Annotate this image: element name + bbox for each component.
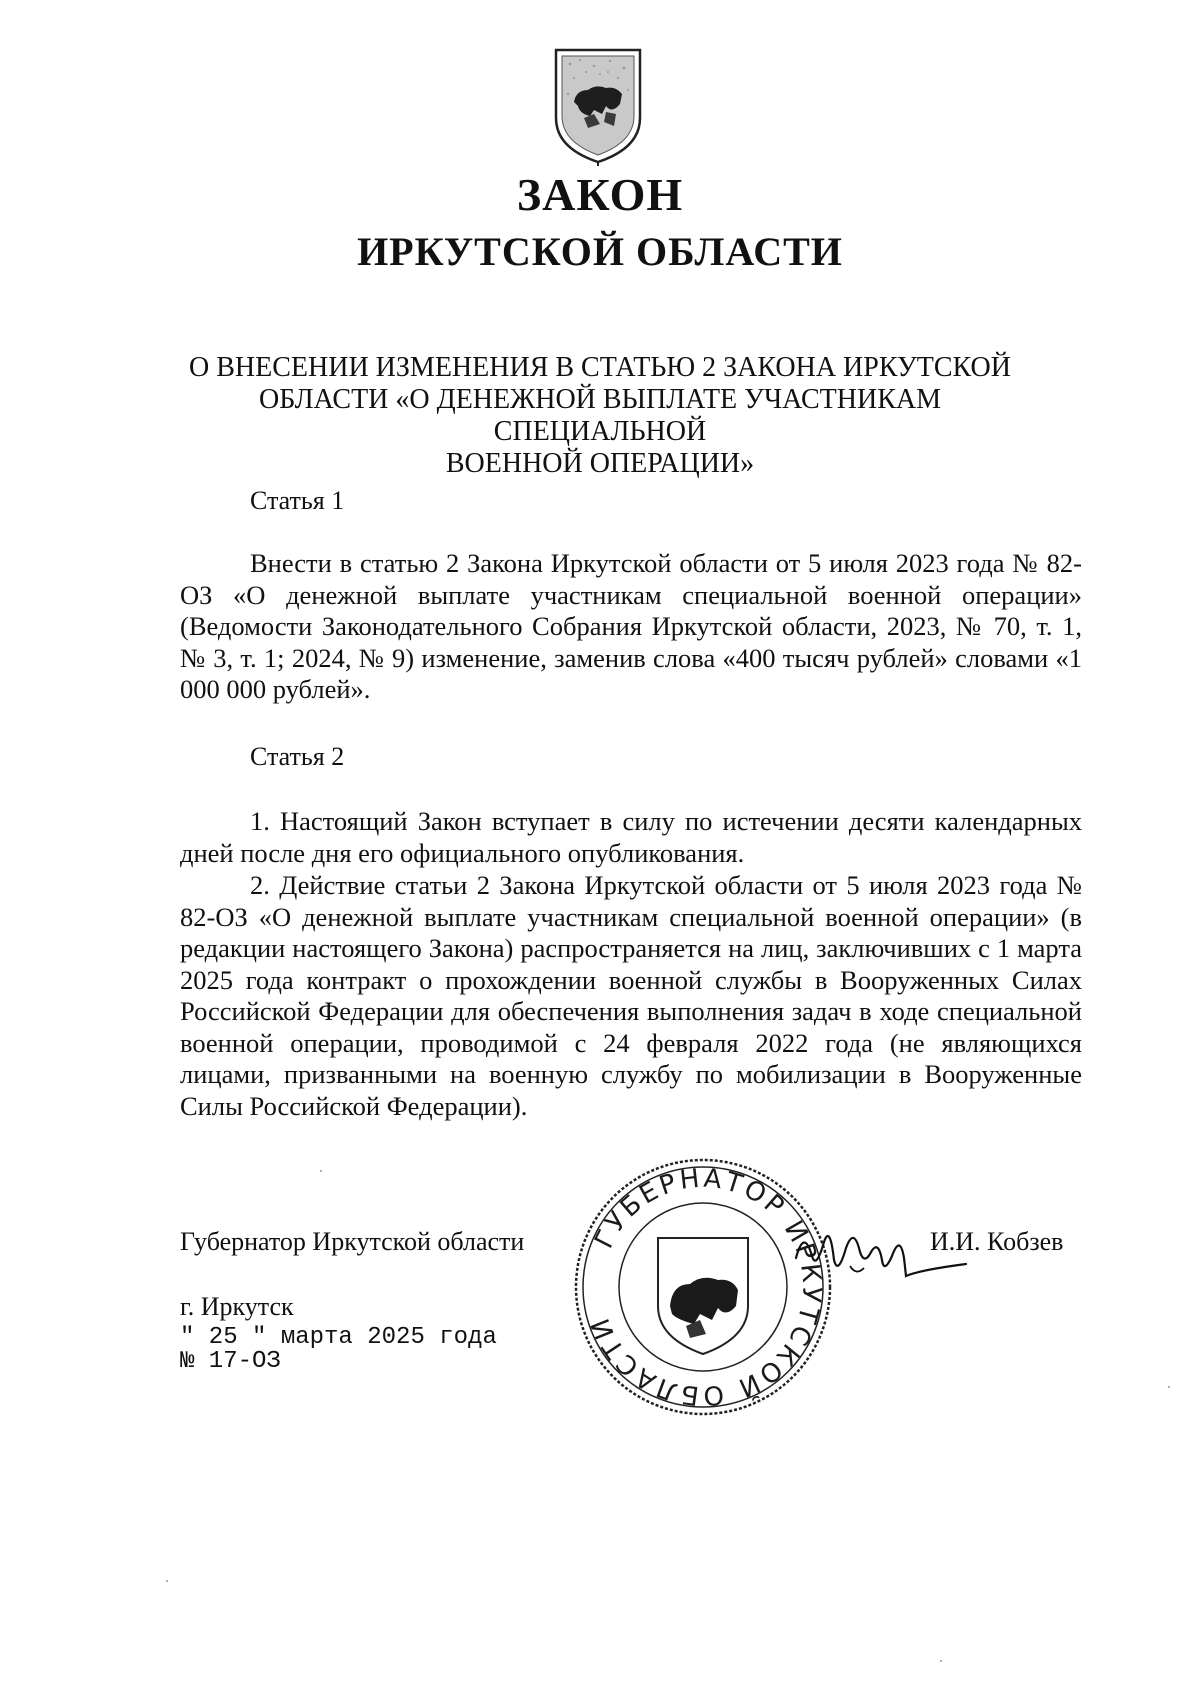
scan-speck [166, 1580, 168, 1582]
article-1-heading: Статья 1 [250, 486, 345, 515]
article-1-text: Внести в статью 2 Закона Иркутской области от 5 июля 2023 года № 82-ОЗ «О денежной выплате участникам специальной военной операции» (Ведомости Законодательного Собрания Иркутской области, 2023, № 70, т. 1, № 3, т. 1; 2024, № 9) изменение, заменив слова «400 тысяч рублей» словами «1 000 000 рублей». [180, 548, 1082, 704]
law-number: № 17-ОЗ [180, 1348, 281, 1375]
law-subject-heading [160, 352, 1040, 480]
subject-line: ОБЛАСТИ «О ДЕНЕЖНОЙ ВЫПЛАТЕ УЧАСТНИКАМ СПЕЦИАЛЬНОЙ [258, 384, 942, 447]
scan-speck [320, 1170, 322, 1172]
signing-date: " 25 " марта 2025 года [180, 1324, 497, 1351]
document-subtitle: ИРКУТСКОЙ ОБЛАСТИ [357, 229, 843, 274]
place-of-signing: г. Иркутск [180, 1292, 294, 1321]
article-2-paragraph-1: 1. Настоящий Закон вступает в силу по истечении десяти календарных дней после дня его официального опубликования. [180, 806, 1082, 868]
article-2-heading: Статья 2 [250, 742, 345, 771]
signatory-name: И.И. Кобзев [930, 1227, 1064, 1256]
coat-of-arms-icon [550, 44, 646, 166]
seal-text: ГУБЕРНАТОР ИРКУТСКОЙ ОБЛАСТИ [584, 1163, 827, 1411]
subject-line: ВОЕННОЙ ОПЕРАЦИИ» [445, 448, 755, 479]
article-2-paragraph-2: 2. Действие статьи 2 Закона Иркутской области от 5 июля 2023 года № 82-ОЗ «О денежной выплате участникам специальной военной операции» (в редакции настоящего Закона) распространяется на лиц, заключивших с 1 марта 2025 года контракт о прохождении военной службы в Вооруженных Силах Российской Федерации для обеспечения выполнения задач в ходе специальной военной операции, проводимой с 24 февраля 2022 года (не являющихся лицами, призванными на военную службу по мобилизации в Вооруженные Силы Российской Федерации). [180, 870, 1082, 1121]
scan-speck [940, 1660, 942, 1662]
document-title: ЗАКОН [516, 169, 684, 220]
subject-line: О ВНЕСЕНИИ ИЗМЕНЕНИЯ В СТАТЬЮ 2 ЗАКОНА ИРКУТСКОЙ [189, 352, 1011, 383]
scan-speck [1168, 1386, 1170, 1388]
signatory-position: Губернатор Иркутской области [180, 1227, 525, 1256]
